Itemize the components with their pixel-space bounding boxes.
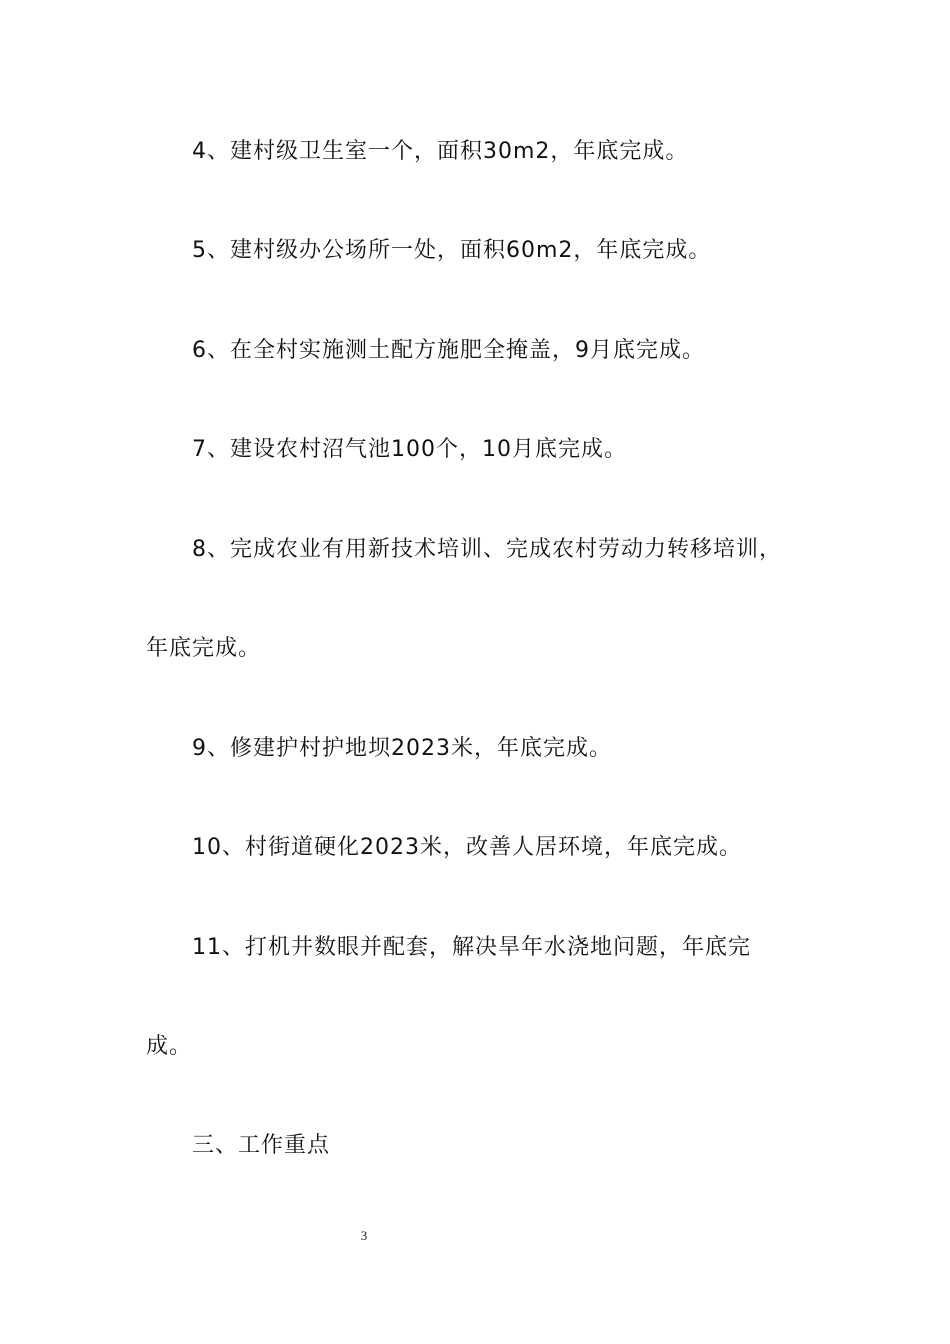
paragraph-item-9: 9、修建护村护地坝2023米，年底完成。 bbox=[192, 736, 612, 761]
paragraph-item-11: 11、打机井数眼并配套，解决旱年水浇地问题，年底完 bbox=[192, 935, 751, 960]
page-number: 3 bbox=[360, 1228, 368, 1243]
paragraph-item-11-continued: 成。 bbox=[146, 1034, 193, 1059]
paragraph-item-5: 5、建村级办公场所一处，面积60m2，年底完成。 bbox=[192, 238, 712, 263]
paragraph-item-10: 10、村街道硬化2023米，改善人居环境，年底完成。 bbox=[192, 835, 742, 860]
paragraph-item-7: 7、建设农村沼气池100个，10月底完成。 bbox=[192, 437, 627, 462]
paragraph-item-8: 8、完成农业有用新技术培训、完成农村劳动力转移培训， bbox=[192, 537, 782, 562]
paragraph-item-4: 4、建村级卫生室一个，面积30m2，年底完成。 bbox=[192, 139, 689, 164]
paragraph-item-8-continued: 年底完成。 bbox=[146, 636, 262, 661]
paragraph-item-6: 6、在全村实施测土配方施肥全掩盖，9月底完成。 bbox=[192, 338, 705, 363]
section-heading: 三、工作重点 bbox=[192, 1133, 331, 1158]
